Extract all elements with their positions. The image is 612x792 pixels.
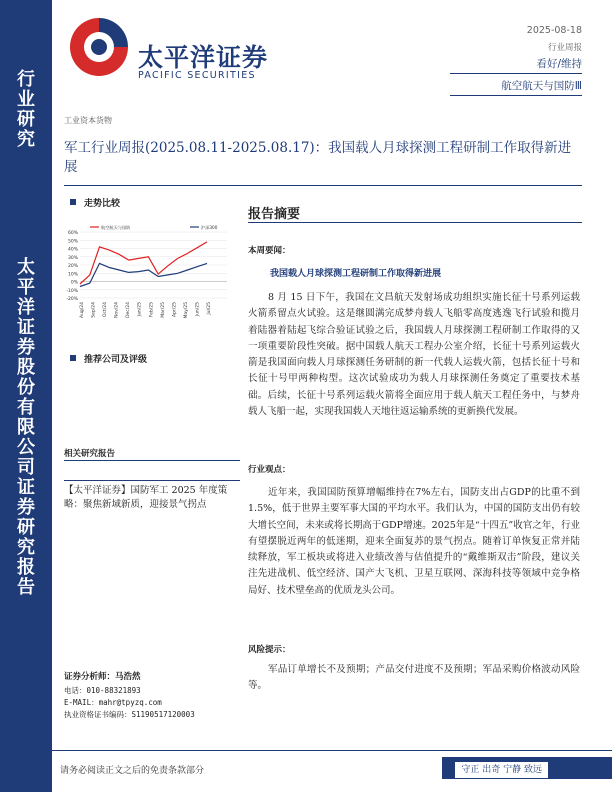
footer-slogan: 守正 出奇 宁静 致远 — [455, 762, 548, 778]
summary-heading: 报告摘要 — [248, 207, 301, 222]
analyst-email[interactable]: E-MAIL：mahr@tpyzq.com — [64, 698, 162, 707]
related-heading: 相关研究报告 — [64, 449, 116, 459]
legend-label: 沪深300 — [201, 225, 218, 230]
y-tick-label: 20% — [67, 264, 78, 269]
industry-view-heading: 行业观点： — [248, 465, 291, 475]
x-tick-label: May/25 — [183, 302, 189, 319]
related-divider — [64, 460, 240, 461]
sidebar-company-label: 太 平 洋 证 券 股 份 有 限 公 司 证 券 研 究 报 告 — [17, 257, 35, 598]
x-tick-label: Aug/24 — [80, 302, 85, 319]
y-tick-label: 0% — [70, 280, 78, 286]
logo-text-cn: 太平洋证券 — [138, 43, 269, 72]
footer-divider — [52, 750, 612, 751]
sidebar-top-label: 行 业 研 究 — [17, 69, 35, 150]
series-line — [80, 242, 207, 284]
risk-heading: 风险提示： — [248, 645, 291, 655]
y-tick-label: -10% — [66, 288, 78, 294]
x-tick-label: Dec/24 — [126, 302, 132, 318]
y-tick-label: 60% — [67, 231, 78, 236]
header-divider — [450, 95, 582, 96]
industry-label: 航空航天与国防Ⅲ — [501, 80, 582, 92]
y-tick-label: -20% — [66, 297, 78, 302]
title-divider — [64, 185, 582, 186]
y-tick-label: 50% — [67, 239, 78, 245]
header-divider — [450, 73, 582, 74]
rating: 看好/维持 — [536, 58, 582, 70]
x-tick-label: Nov/24 — [114, 302, 120, 319]
analyst-phone: 电话：010-88321893 — [64, 686, 141, 695]
analyst-name: 证券分析师：马浩然 — [64, 672, 141, 682]
industry-view-paragraph: 近年来，我国国防预算增幅维持在7%左右，国防支出占GDP的比重不到1.5%，低于世界主要军事大国的平均水平。我们认为，中国的国防支出仍有较大增长空间，未来或将长期高于GDP增速。2025年是“十四五”收官之年，行业有望摆脱近两年的低迷期，迎来全面复苏的景气拐点。随着订单恢复正常并陆续释放，军工板块或将进入业绩改善与估值提升的“戴维斯双击”阶段，建议关注先进战机、低空经济、国产大飞机、卫星互联网、深海科技等领域中竞争格局好、技术壁垒高的优质龙头公司。 — [248, 487, 580, 596]
logo-text-en: PACIFIC SECURITIES — [138, 70, 256, 81]
logo-icon — [66, 14, 132, 80]
y-tick-label: 40% — [67, 247, 78, 253]
square-bullet-icon — [70, 355, 76, 361]
news-headline: 我国载人月球探测工程研制工作取得新进展 — [270, 269, 442, 279]
related-report-link[interactable]: 【太平洋证券】国防军工 2025 年度策略：聚焦新域新质，迎接景气拐点 — [64, 485, 228, 510]
trend-chart — [62, 220, 232, 328]
y-tick-label: 10% — [67, 272, 78, 278]
x-tick-label: Apr/25 — [172, 302, 178, 318]
week-news-heading: 本周要闻： — [248, 246, 291, 256]
news-paragraph: 8 月 15 日下午，我国在文昌航天发射场成功组织实施长征十号系列运载火箭系留点火试验。这是继圆满完成梦舟载人飞船零高度逃逸飞行试验和揽月着陆器着陆起飞综合验证试验之后，我国载人月球探测工程研制工作取得的又一项重要阶段性突破。据中国载人航天工程办公室介绍，长征十号系列运载火箭是我国面向载人月球探测任务研制的新一代载人运载火箭，包括长征十号和长征十号甲两种构型。这次试验成功为载人月球探测任务奠定了重要技术基础。后续，长征十号系列运载火箭将全面应用于载人航天工程任务中，与梦舟载人飞船一起，实现我国载人天地往返运输系统的更新换代发展。 — [248, 292, 580, 418]
report-date: 2025-08-18 — [526, 25, 582, 36]
trend-heading: 走势比较 — [84, 199, 121, 209]
x-tick-label: Jul/25 — [207, 302, 212, 315]
analyst-license: 执业资格证书编码：S1190517120003 — [64, 710, 195, 719]
footer-disclaimer: 请务必阅读正文之后的免责条款部分 — [60, 766, 205, 776]
square-bullet-icon — [70, 199, 76, 205]
summary-divider — [248, 222, 582, 223]
x-tick-label: Jun/25 — [195, 302, 201, 317]
risk-paragraph: 军品订单增长不及预期；产品交付进度不及预期；军品采购价格波动风险等。 — [248, 664, 580, 692]
related-divider — [64, 480, 240, 481]
series-line — [80, 263, 207, 286]
x-tick-label: Mar/25 — [160, 302, 166, 318]
y-tick-label: 30% — [67, 255, 78, 261]
x-tick-label: Oct/24 — [103, 302, 109, 318]
x-tick-label: Jan/25 — [137, 302, 143, 317]
category-label: 工业资本货物 — [64, 116, 112, 125]
x-tick-label: Feb/25 — [149, 302, 155, 318]
report-type: 行业周报 — [547, 43, 582, 53]
legend-label: 航空航天与国防 — [101, 225, 131, 230]
recommend-heading: 推荐公司及评级 — [84, 355, 148, 365]
report-title: 军工行业周报(2025.08.11-2025.08.17)：我国载人月球探测工程研制工作取得新进展 — [64, 140, 572, 175]
x-tick-label: Sep/24 — [91, 302, 97, 318]
